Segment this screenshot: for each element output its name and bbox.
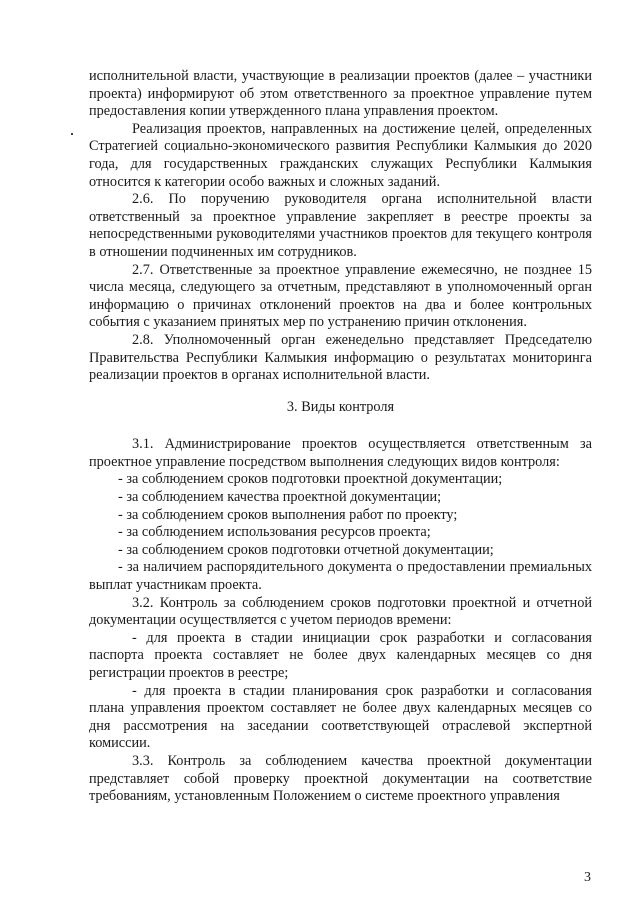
margin-mark xyxy=(71,133,73,135)
page-body xyxy=(89,68,592,806)
paragraph-2-8: 2.8. Уполномоченный орган еженедельно представляет Председателю Правительства Республики Калмыкия информацию о результатах мониторинга реализации проектов в органах исполнительной власти. xyxy=(89,331,592,384)
list-item: - за соблюдением сроков подготовки отчетной документации; xyxy=(118,541,494,558)
paragraph-3-3: 3.3. Контроль за соблюдением качества проектной документации представляет собой проверку проектной документации на соответствие требованиям, установленным Положением о системе проектного управления xyxy=(89,752,592,805)
list-item: - за соблюдением сроков подготовки проектной документации; xyxy=(118,471,503,488)
paragraph-intro-continuation: исполнительной власти, участвующие в реализации проектов (далее – участники проекта) информируют об этом ответственного за проектное управление путем предоставления копии утвержденного плана управления проектом. xyxy=(89,68,592,120)
list-item: - для проекта в стадии планирования срок разработки и согласования плана управления проектом составляет не более двух календарных месяцев со дня рассмотрения на заседании соответствующей отраслевой экспертной комиссии. xyxy=(89,682,592,752)
section-heading: 3. Виды контроля xyxy=(286,398,395,415)
list-item: - за соблюдением качества проектной документации; xyxy=(118,489,442,506)
paragraph-3-2: 3.2. Контроль за соблюдением сроков подготовки проектной и отчетной документации осуществляется с учетом периодов времени: xyxy=(89,594,592,629)
paragraph-3-1: 3.1. Администрирование проектов осуществляется ответственным за проектное управление посредством выполнения следующих видов контроля: xyxy=(89,436,592,470)
list-item: - за соблюдением использования ресурсов проекта; xyxy=(118,524,431,541)
paragraph-project-implementation: Реализация проектов, направленных на достижение целей, определенных Стратегией социально-экономического развития Республики Калмыкия до 2020 года, для государственных гражданских служащих Республики Калмыкия относится к категории особо важных и сложных заданий. xyxy=(89,120,592,190)
paragraph-2-6: 2.6. По поручению руководителя органа исполнительной власти ответственный за проектное управление закрепляет в реестре проекты за непосредственными руководителями участников проектов для текущего контроля в отношении подчиненных им сотрудников. xyxy=(89,191,592,260)
page-number: 3 xyxy=(584,870,591,885)
list-item: - за наличием распорядительного документа о предоставлении премиальных выплат участникам проекта. xyxy=(89,559,592,594)
paragraph-2-7: 2.7. Ответственные за проектное управление ежемесячно, не позднее 15 числа месяца, следующего за отчетным, представляют в уполномоченный орган информацию о причинах отклонений проектов на два и более контрольных события с указанием принятых мер по устранению причин отклонения. xyxy=(89,261,592,331)
list-item: - за соблюдением сроков выполнения работ по проекту; xyxy=(118,506,458,523)
list-item: - для проекта в стадии инициации срок разработки и согласования паспорта проекта составляет не более двух календарных месяцев со дня регистрации проектов в реестре; xyxy=(89,629,592,681)
